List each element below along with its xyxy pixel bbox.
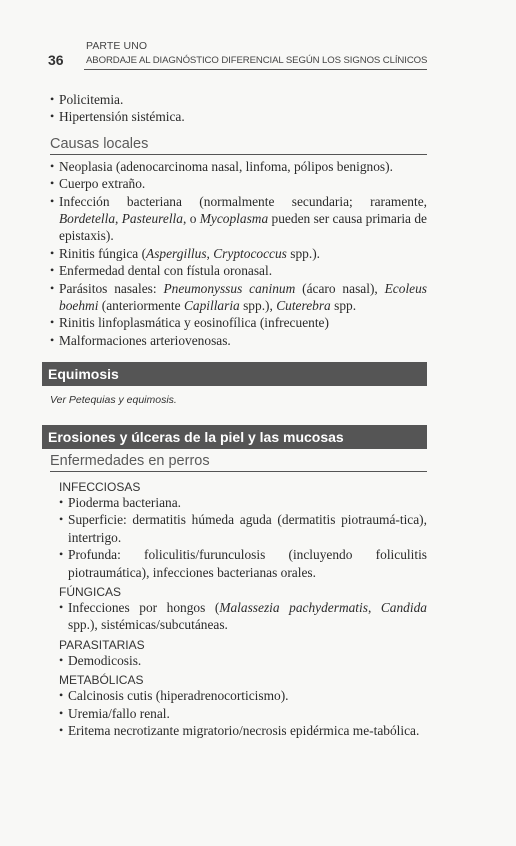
list-item: • Policitemia. (50, 91, 427, 108)
list-item: • Infección bacteriana (normalmente secundaria; raramente, Bordetella, Pasteurella, o Mycoplasma pueden ser causa primaria de epistaxis). (50, 193, 427, 245)
parasitarias-list (59, 652, 427, 669)
category-label: METABÓLICAS (59, 673, 144, 688)
fungicas-list (59, 599, 427, 634)
list-item: • Demodicosis. (59, 652, 427, 669)
section-heading-causas-locales: Causas locales (50, 136, 427, 155)
infecciosas-list (59, 494, 427, 581)
list-item: • Pioderma bacteriana. (59, 494, 427, 511)
metabolicas-list (59, 687, 427, 739)
header-subtitle: ABORDAJE AL DIAGNÓSTICO DIFERENCIAL SEGÚN LOS SIGNOS CLÍNICOS (86, 55, 428, 66)
list-item: • Neoplasia (adenocarcinoma nasal, linfoma, pólipos benignos). (50, 158, 427, 175)
main-content (50, 91, 427, 349)
section-bar-equimosis: Equimosis (42, 362, 427, 386)
list-item: • Rinitis linfoplasmática y eosinofílica (infrecuente) (50, 314, 427, 331)
category-label: INFECCIOSAS (59, 480, 141, 494)
list-item: • Infecciones por hongos (Malassezia pachydermatis, Candida spp.), sistémicas/subcutáneas. (59, 599, 427, 634)
section-subheading-perros: Enfermedades en perros (50, 453, 427, 472)
list-item: • Hipertensión sistémica. (50, 108, 427, 125)
list-item: • Parásitos nasales: Pneumonyssus caninum (ácaro nasal), Ecoleus boehmi (anteriormente Capillaria spp.), Cuterebra spp. (50, 280, 427, 315)
category-block-metabolicas (59, 673, 427, 739)
page-header (0, 0, 516, 80)
cross-reference: Ver Petequias y equimosis. (50, 394, 177, 406)
list-item: • Malformaciones arteriovenosas. (50, 332, 427, 349)
section-bar-erosiones: Erosiones y úlceras de la piel y las mucosas (42, 425, 427, 449)
category-label: FÚNGICAS (59, 585, 122, 600)
list-item: • Eritema necrotizante migratorio/necrosis epidérmica me-tabólica. (59, 722, 427, 739)
category-block-parasitarias (59, 638, 427, 669)
list-item: • Rinitis fúngica (Aspergillus, Cryptococcus spp.). (50, 245, 427, 262)
list-item: • Superficie: dermatitis húmeda aguda (dermatitis piotraumá-tica), intertrigo. (59, 511, 427, 546)
category-block-fungicas (59, 585, 427, 634)
top-list (50, 91, 427, 126)
list-item: • Profunda: foliculitis/furunculosis (incluyendo foliculitis piotraumática), infecciones bacterianas orales. (59, 546, 427, 581)
causas-locales-list (50, 158, 427, 349)
list-item: • Cuerpo extraño. (50, 175, 427, 192)
erosiones-content (50, 453, 427, 739)
header-rule (84, 69, 427, 70)
category-label: PARASITARIAS (59, 637, 145, 652)
header-part: PARTE UNO (86, 40, 148, 52)
page-number: 36 (48, 52, 64, 68)
list-item: • Calcinosis cutis (hiperadrenocorticismo). (59, 687, 427, 704)
list-item: • Uremia/fallo renal. (59, 705, 427, 722)
category-block-infecciosas (59, 480, 427, 581)
list-item: • Enfermedad dental con fístula oronasal. (50, 262, 427, 279)
